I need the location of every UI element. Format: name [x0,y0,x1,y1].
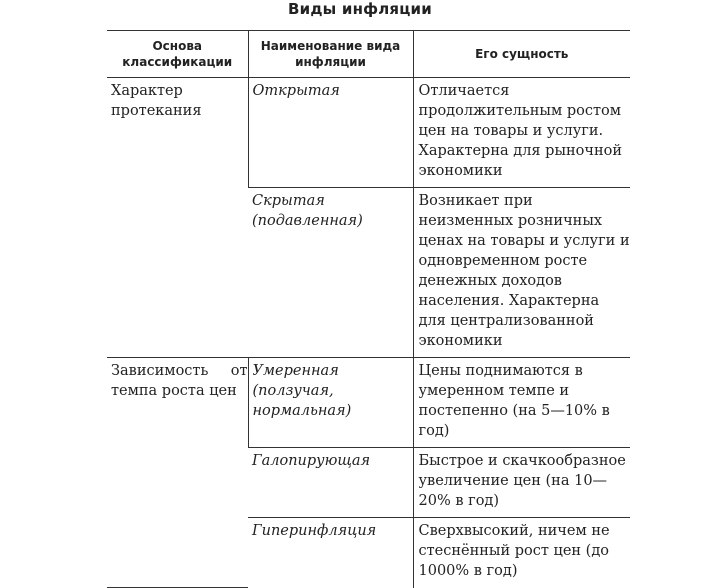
type-cell-galloping: Галопирующая [248,448,413,518]
header-classification-basis: Основа классификации [107,31,248,78]
type-cell-moderate: Умеренная (ползучая, нормальная) [248,358,413,448]
essence-cell-hyperinflation: Сверхвысокий, ничем не стеснённый рост цен (до 1000% в год) [413,518,630,588]
table-header-row [107,31,630,78]
table-title: Виды инфляции [288,0,432,18]
table-row-moderate-inflation [107,358,630,448]
header-inflation-type-name: Наименование вида инфляции [248,31,413,78]
essence-cell-open: Отличается продолжительным ростом цен на товары и услуги. Характерна для рыночной экономики [413,78,630,188]
basis-cell-flow-character: Характер протекания [107,78,248,358]
essence-cell-hidden: Возникает при неизменных розничных ценах на товары и услуги и одновременном росте денежных доходов населения. Характерна для централизованной экономики [413,188,630,358]
type-cell-open: Открытая [248,78,413,188]
essence-cell-galloping: Быстрое и скачкообразное увеличение цен (на 10—20% в год) [413,448,630,518]
essence-cell-moderate: Цены поднимаются в умеренном темпе и постепенно (на 5—10% в год) [413,358,630,448]
type-cell-hyperinflation: Гиперинфляция [252,523,377,539]
basis-cell-price-growth-rate: Зависимость от темпа роста цен [107,358,248,588]
table-row-open-inflation [107,78,630,188]
type-cell-hidden: Скрытая (подавленная) [248,188,413,358]
header-essence: Его сущность [413,31,630,78]
inflation-types-table [107,30,630,588]
